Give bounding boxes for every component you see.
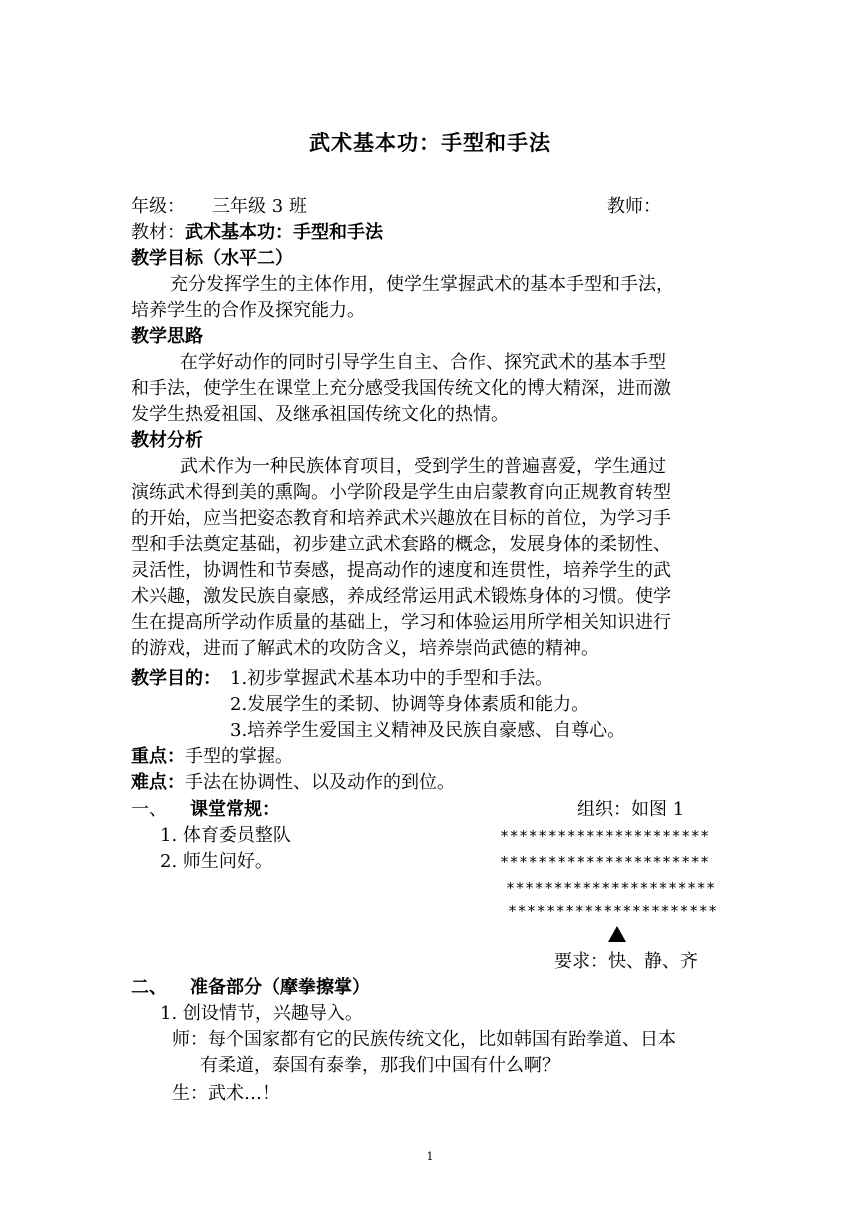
material-label: 教材：	[131, 222, 185, 243]
section-2-number: 二、	[131, 977, 167, 998]
key-point-line	[131, 744, 293, 770]
section-1-item-1: 1. 体育委员整队	[160, 825, 291, 846]
analysis-line-5: 灵活性，协调性和节奏感，提高动作的速度和连贯性，培养学生的武	[131, 560, 671, 581]
analysis-line-8: 的游戏，进而了解武术的攻防含义，培养崇尚武德的精神。	[131, 638, 599, 659]
document-title: 武术基本功：手型和手法	[309, 130, 551, 155]
formation-row-4: **********************	[508, 902, 718, 920]
formation-row-1: **********************	[500, 827, 710, 845]
page-number: 1	[426, 1150, 434, 1163]
grade-value: 三年级 3 班	[212, 196, 307, 217]
teacher-dialogue-line-2: 有柔道，泰国有泰拳，那我们中国有什么啊？	[200, 1055, 560, 1076]
objective-line-2: 培养学生的合作及探究能力。	[131, 300, 365, 321]
analysis-line-2: 演练武术得到美的熏陶。小学阶段是学生由启蒙教育向正规教育转型	[131, 482, 671, 503]
difficulty-label: 难点：	[131, 772, 185, 793]
purpose-item-1: 1.初步掌握武术基本功中的手型和手法。	[230, 668, 554, 689]
difficulty-value: 手法在协调性、以及动作的到位。	[185, 772, 455, 793]
key-point-value: 手型的掌握。	[185, 746, 293, 767]
section-1-title: 课堂常规：	[190, 799, 280, 820]
material-line	[131, 220, 383, 246]
objective-heading: 教学目标（水平二）	[131, 248, 293, 269]
objective-line-1: 充分发挥学生的主体作用，使学生掌握武术的基本手型和手法，	[170, 274, 674, 295]
section-1-item-2: 2. 师生问好。	[160, 851, 273, 872]
section-2-title: 准备部分（摩拳擦掌）	[190, 977, 370, 998]
approach-line-3: 发学生热爱祖国、及继承祖国传统文化的热情。	[131, 404, 509, 425]
approach-line-2: 和手法，使学生在课堂上充分感受我国传统文化的博大精深，进而激	[131, 378, 671, 399]
analysis-line-7: 生在提高所学动作质量的基础上，学习和体验运用所学相关知识进行	[131, 612, 671, 633]
section-2-item-1: 1. 创设情节，兴趣导入。	[160, 1003, 363, 1024]
organization-label: 组织：如图 1	[577, 799, 685, 820]
analysis-line-4: 型和手法奠定基础，初步建立武术套路的概念，发展身体的柔韧性、	[131, 534, 671, 555]
student-dialogue-line: 生：武术…！	[172, 1083, 280, 1104]
formation-row-3: **********************	[506, 879, 716, 897]
requirement-text: 要求：快、静、齐	[554, 951, 698, 972]
teacher-position-triangle-icon	[608, 926, 626, 942]
analysis-line-1: 武术作为一种民族体育项目，受到学生的普遍喜爱，学生通过	[180, 456, 666, 477]
teacher-label: 教师：	[607, 196, 661, 217]
difficulty-line	[131, 770, 455, 796]
teacher-dialogue-line-1: 师：每个国家都有它的民族传统文化，比如韩国有跆拳道、日本	[172, 1029, 676, 1050]
purpose-label: 教学目的：	[131, 668, 221, 689]
formation-row-2: **********************	[500, 853, 710, 871]
analysis-heading: 教材分析	[131, 430, 203, 451]
approach-heading: 教学思路	[131, 326, 203, 347]
section-1-number: 一、	[131, 799, 167, 820]
analysis-line-3: 的开始，应当把姿态教育和培养武术兴趣放在目标的首位，为学习手	[131, 508, 671, 529]
analysis-line-6: 术兴趣，激发民族自豪感，养成经常运用武术锻炼身体的习惯。使学	[131, 586, 671, 607]
purpose-item-3: 3.培养学生爱国主义精神及民族自豪感、自尊心。	[230, 720, 626, 741]
material-value: 武术基本功：手型和手法	[185, 222, 383, 243]
purpose-item-2: 2.发展学生的柔韧、协调等身体素质和能力。	[230, 694, 590, 715]
key-point-label: 重点：	[131, 746, 185, 767]
approach-line-1: 在学好动作的同时引导学生自主、合作、探究武术的基本手型	[180, 352, 666, 373]
grade-label: 年级：	[131, 196, 185, 217]
